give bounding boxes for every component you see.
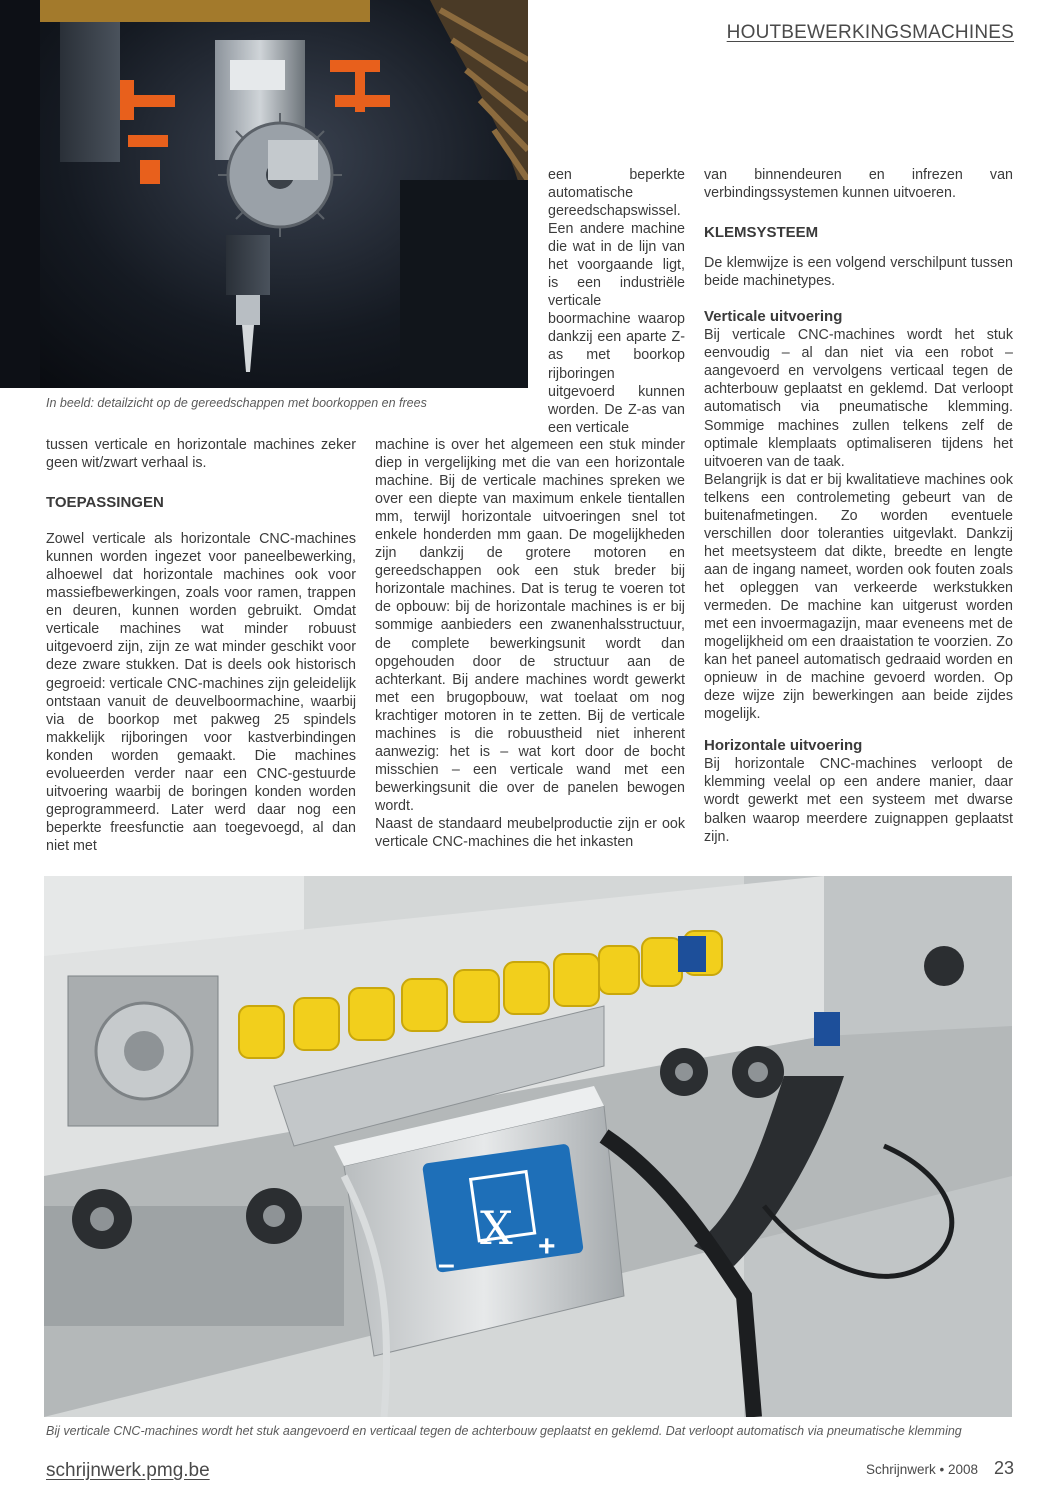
col2-top-text: een beperkte automatische gereedschapswissel. Een andere machine die wat in de lijn van het voorgaande ligt, is een industriële verticale boormachine waarop dankzij een aparte Z-as met boorkop rijboringen uitgevoerd kunnen worden. De Z-as van een verticale	[548, 167, 685, 436]
sensor-left	[678, 936, 706, 972]
col3-p2: Bij verticale CNC-machines wordt het stuk eenvoudig – al dan niet via een robot – aangevoerd en vervolgens verticaal tegen de achterbouw geplaatst en geklemd. Dat verloopt automatisch via pneumatische klemming. Sommige machines zullen telkens zelf de optimale klemplaats optimaliseren tijdens het uitvoeren van de taak.	[704, 327, 1013, 470]
column-2	[375, 436, 685, 851]
subheading-verticale-uitvoering: Verticale uitvoering	[704, 308, 843, 326]
col3-intro: van binnendeuren en infrezen van verbindingssystemen kunnen uitvoeren.	[704, 167, 1013, 202]
col1-body: Zowel verticale als horizontale CNC-machines kunnen worden ingezet voor paneelbewerking, alhoewel dat horizontale machines ook voor massiefbewerkingen, zoals voor ramen, trappen en deuren, kunnen worden gebruikt. Omdat verticale machines wat minder robuust uitgevoerd zijn, zijn ze wat minder geschikt voor deze zware stukken. Dat is deels ook historisch gegroeid: verticale CNC-machines zijn geleidelijk ontstaan vanuit de deuvelboormachine, waarbij via de boorkop met pakweg 25 spindels makkelijk rijboringen voor kastverbindingen konden worden gemaakt. Die machines evolueerden verder naar een CNC-gestuurde uitvoering waarbij de boringen konden worden geprogrammeerd. Later werd daar nog een beperkte freesfunctie aan toegevoegd, al dan niet met	[46, 531, 356, 854]
col2-body2: Naast de standaard meubelproductie zijn er ook verticale CNC-machines die het inkasten	[375, 815, 685, 851]
col3-p3: Belangrijk is dat er bij kwalitatieve machines ook telkens een controlemeting gebeurt van de buitenafmetingen. Zo worden eventuele verschillen door toleranties uitgevlakt. Dankzij het meetsysteem dat dikte, breedte en lengte aan de ingang nameet, worden ook fouten zoals het opleggen van verkeerde werkstukken vermeden. De machine kan uitgerust worden met een invoermagazijn, maar eveneens met de mogelijkheid om een draaistation te voorzien. Zo kan het paneel automatisch gedraaid worden en opnieuw in de machine gevoerd worden. Op deze wijze zijn bewerkingen aan beide zijdes mogelijk.	[704, 471, 1013, 723]
col2-body: machine is over het algemeen een stuk minder diep in vergelijking met die van een horizontale machine. Bij de verticale machines spreken we over een diepte van maximum enkele tientallen mm, terwijl horizontale uitvoeringen snel tot enkele honderden mm gaan. De mogelijkheden zijn dankzij de grotere motoren en gereedschappen ook een stuk breder bij horizontale machines. Dat is terug te voeren tot de opbouw: bij de horizontale machines is er bij sommige aanbieders een zwanenhalsstructuur, de complete bewerkingsunit wordt dan opgehouden door de structuur aan de achterkant. Bij andere machines wordt gewerkt met een brugopbouw, wat toelaat om nog krachtiger motoren in te zetten. Bij de verticale machines is die robuustheid niet inherent aanwezig: het is – wat kort door de bocht misschien – een verticale wand met een bewerkingsunit die over de panelen bewogen wordt.	[375, 437, 685, 814]
tooling-photo	[0, 0, 528, 388]
footer-website-link[interactable]: schrijnwerk.pmg.be	[46, 1460, 210, 1481]
footer-magazine-issue: Schrijnwerk • 2008	[865, 1462, 978, 1477]
section-title: HOUTBEWERKINGSMACHINES	[726, 22, 1014, 43]
bottom-photo-caption: Bij verticale CNC-machines wordt het stuk aangevoerd en verticaal tegen de achterbouw geplaatst en geklemd. Dat verloopt automatisch via pneumatische klemming	[46, 1424, 962, 1438]
col3-p4: Bij horizontale CNC-machines verloopt de klemming veelal op een andere manier, daar wordt gewerkt met een systeem met dwarse balken waarop meerdere zuignappen geplaatst zijn.	[704, 756, 1013, 845]
heading-toepassingen: TOEPASSINGEN	[46, 494, 164, 512]
badge-x-letter: X	[480, 1201, 513, 1255]
top-photo-caption: In beeld: detailzicht op de gereedschappen met boorkoppen en frees	[46, 396, 427, 410]
clamping-photo	[44, 876, 1012, 1417]
subheading-horizontale-uitvoering: Horizontale uitvoering	[704, 737, 863, 755]
col1-intro: tussen verticale en horizontale machines zeker geen wit/zwart verhaal is.	[46, 437, 356, 472]
badge-plus-sign: +	[538, 1230, 556, 1263]
col3-p1: De klemwijze is een volgend verschilpunt tussen beide machinetypes.	[704, 255, 1013, 290]
column-1	[46, 436, 356, 855]
badge-minus-sign: –	[438, 1248, 455, 1281]
column-2-top	[548, 166, 685, 437]
clamping-illustration	[44, 876, 1012, 1417]
page-number: 23	[993, 1458, 1014, 1478]
heading-klemsysteem: KLEMSYSTEEM	[704, 224, 819, 242]
sensor-right	[814, 1012, 840, 1046]
column-3	[704, 166, 1013, 846]
tooling-illustration	[0, 0, 528, 388]
